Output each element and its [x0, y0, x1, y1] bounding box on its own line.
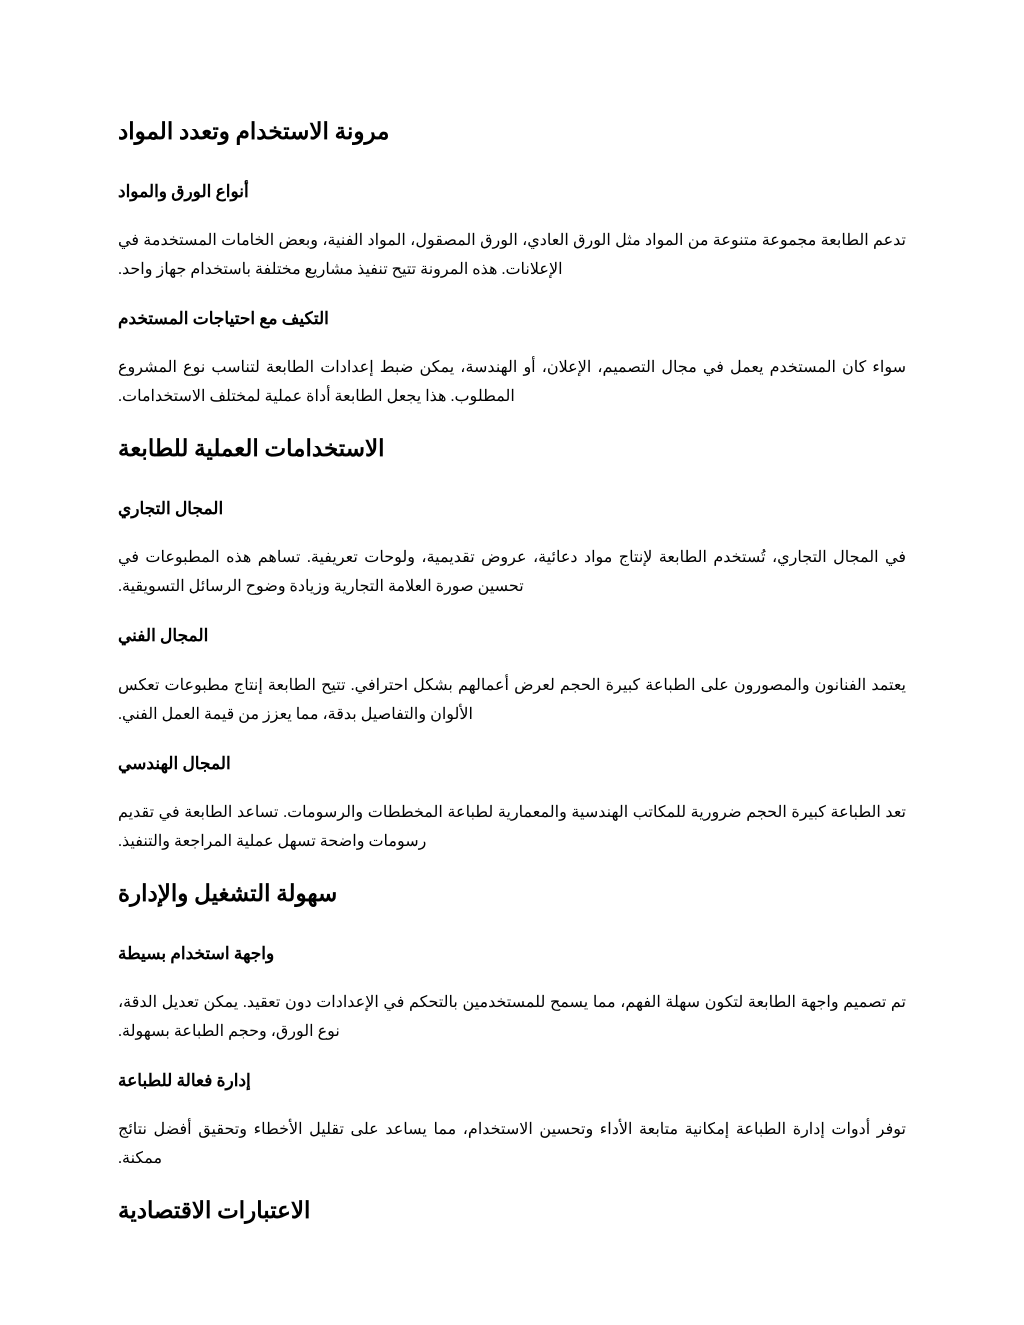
paragraph-artistic-field: يعتمد الفنانون والمصورون على الطباعة كبيرة الحجم لعرض أعمالهم بشكل احترافي. تتيح الطابعة إنتاج مطبوعات تعكس الألوان والتفاصيل بدقة، مما يعزز من قيمة العمل الفني.	[118, 676, 906, 723]
paragraph-simple-interface: تم تصميم واجهة الطابعة لتكون سهلة الفهم، مما يسمح للمستخدمين بالتحكم في الإعدادات دون تعقيد. يمكن تعديل الدقة، نوع الورق، وحجم الطباعة بسهولة.	[118, 993, 906, 1040]
heading-ease-of-operation: سهولة التشغيل والإدارة	[118, 880, 338, 906]
subheading-print-management: إدارة فعالة للطباعة	[118, 1070, 251, 1090]
subheading-commercial-field: المجال التجاري	[118, 499, 224, 518]
paragraph-engineering-field: تعد الطباعة كبيرة الحجم ضرورية للمكاتب الهندسية والمعمارية لطباعة المخططات والرسومات. تساعد الطابعة في تقديم رسومات واضحة تسهل عملية المراجعة والتنفيذ.	[118, 803, 906, 850]
subheading-paper-material-types: أنواع الورق والمواد	[118, 181, 249, 201]
paragraph-commercial-field: في المجال التجاري، تُستخدم الطابعة لإنتاج مواد دعائية، عروض تقديمية، ولوحات تعريفية. تساهم هذه المطبوعات في تحسين صورة العلامة التجارية وزيادة وضوح الرسائل التسويقية.	[118, 549, 907, 596]
subheading-simple-interface: واجهة استخدام بسيطة	[118, 943, 275, 963]
heading-usage-flexibility: مرونة الاستخدام وتعدد المواد	[118, 119, 390, 144]
document-body	[118, 118, 906, 1226]
heading-economic-considerations: الاعتبارات الاقتصادية	[118, 1198, 311, 1223]
subheading-user-needs-adaptation: التكيف مع احتياجات المستخدم	[118, 309, 329, 328]
heading-practical-uses: الاستخدامات العملية للطابعة	[118, 436, 385, 462]
paragraph-user-needs: سواء كان المستخدم يعمل في مجال التصميم، الإعلان، أو الهندسة، يمكن ضبط إعدادات الطابعة لتناسب نوع المشروع المطلوب. هذا يجعل الطابعة أداة عملية لمختلف الاستخدامات.	[118, 359, 906, 406]
paragraph-print-management: توفر أدوات إدارة الطباعة إمكانية متابعة الأداء وتحسين الاستخدام، مما يساعد على تقليل الأخطاء وتحقيق أفضل نتائج ممكنة.	[118, 1121, 906, 1167]
paragraph-supported-materials: تدعم الطابعة مجموعة متنوعة من المواد مثل الورق العادي، الورق المصقول، المواد الفنية، وبعض الخامات المستخدمة في الإعلانات. هذه المرونة تتيح تنفيذ مشاريع مختلفة باستخدام جهاز واحد.	[118, 232, 906, 278]
subheading-artistic-field: المجال الفني	[118, 626, 209, 646]
subheading-engineering-field: المجال الهندسي	[118, 753, 231, 773]
